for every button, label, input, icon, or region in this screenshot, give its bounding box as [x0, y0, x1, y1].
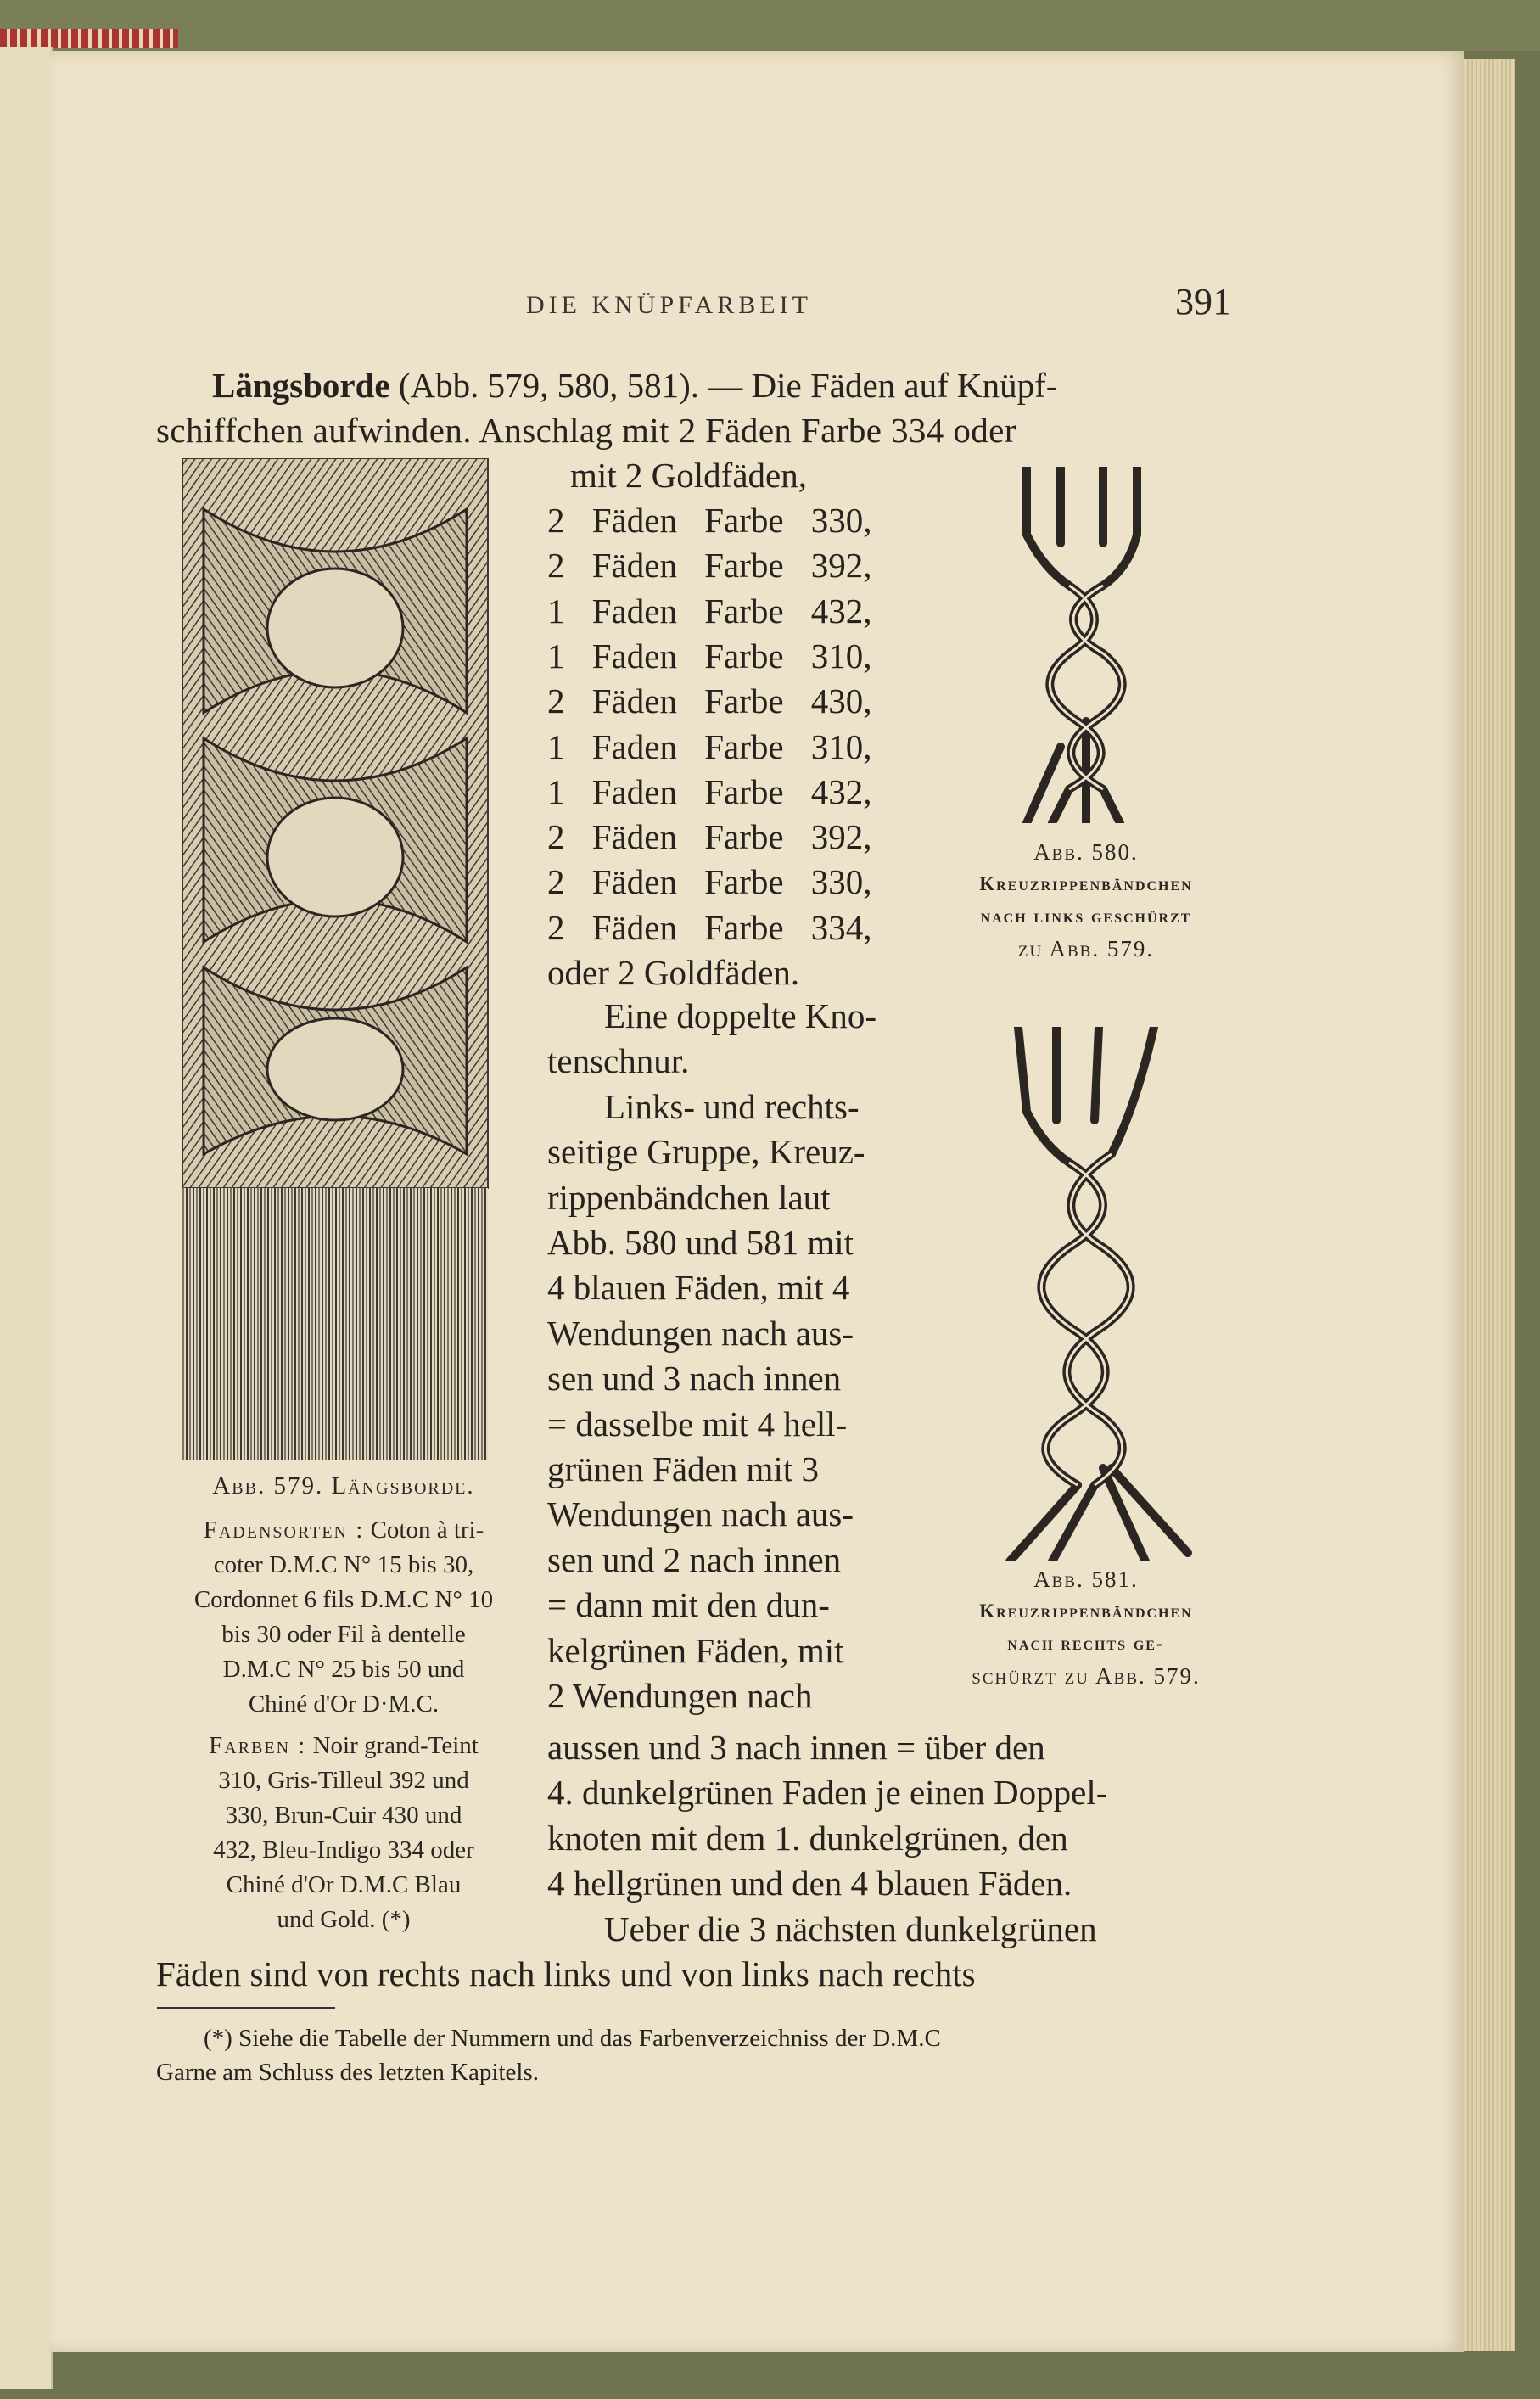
middle-line: Eine doppelte Kno-	[604, 996, 877, 1035]
page-fore-edge	[1464, 59, 1515, 2351]
middle-line: sen und 3 nach innen	[547, 1359, 842, 1398]
fig580-illustration	[1010, 467, 1171, 823]
fig581-line-1: Kreuzrippenbändchen	[979, 1600, 1193, 1622]
fig579-illustration	[178, 458, 535, 1460]
thread-list-item: 2 Fäden Farbe 330,	[547, 501, 872, 540]
middle-line: rippenbändchen laut	[547, 1177, 831, 1217]
intro-line-3: mit 2 Goldfäden,	[570, 456, 807, 495]
thread-list-item: 1 Faden Farbe 432,	[547, 771, 872, 811]
bottom-line: aussen und 3 nach innen = über den	[547, 1728, 1045, 1767]
farben-line: 330, Brun-Cuir 430 und	[225, 1802, 462, 1829]
thread-list-item: 2 Fäden Farbe 392,	[547, 817, 872, 857]
fig580-number: Abb. 580.	[1033, 839, 1139, 865]
farben-line: 310, Gris-Tilleul 392 und	[218, 1767, 469, 1794]
middle-line: = dasselbe mit 4 hell-	[547, 1404, 848, 1443]
middle-line: Links- und rechts-	[604, 1086, 860, 1126]
fig581-illustration	[976, 1027, 1213, 1561]
fadensorten-line: coter D.M.C N° 15 bis 30,	[213, 1551, 474, 1578]
bottom-line: knoten mit dem 1. dunkelgrünen, den	[547, 1818, 1068, 1858]
facing-page-edge	[0, 47, 53, 2389]
footnote-rule	[157, 2007, 335, 2009]
middle-line: 4 blauen Fäden, mit 4	[547, 1268, 850, 1308]
fig581-line-3: schürzt zu Abb. 579.	[972, 1663, 1201, 1689]
farben-first-line	[153, 1729, 535, 1763]
fadensorten-line: Chiné d'Or D·M.C.	[248, 1690, 440, 1718]
fadensorten-line: Cordonnet 6 fils D.M.C N° 10	[193, 1586, 494, 1613]
footnote-line-2: Garne am Schluss des letzten Kapitels.	[156, 2059, 539, 2086]
thread-list-item: oder 2 Goldfäden.	[547, 953, 800, 992]
middle-line: seitige Gruppe, Kreuz-	[547, 1132, 865, 1172]
farben-line: 432, Bleu-Indigo 334 oder	[213, 1836, 474, 1864]
fig580-caption	[925, 836, 1247, 965]
fig580-line-3: zu Abb. 579.	[1017, 936, 1155, 961]
thread-list-item: 1 Faden Farbe 310,	[547, 636, 872, 675]
bottom-line: Fäden sind von rechts nach links und von links nach rechts	[156, 1954, 976, 1993]
farben-line: Noir grand-Teint	[312, 1732, 479, 1759]
middle-line: Wendungen nach aus-	[547, 1313, 854, 1353]
middle-line: kelgrünen Fäden, mit	[547, 1630, 844, 1670]
section-title: Längsborde	[212, 366, 390, 405]
middle-line: Abb. 580 und 581 mit	[547, 1223, 854, 1262]
thread-list-item: 2 Fäden Farbe 334,	[547, 907, 872, 947]
thread-list-item: 2 Fäden Farbe 330,	[547, 862, 872, 902]
fig579-caption-text: Abb. 579. Längsborde.	[212, 1472, 475, 1499]
book-cover-top	[0, 0, 1540, 51]
middle-line: grünen Fäden mit 3	[547, 1449, 819, 1488]
bookmark-ribbon	[0, 29, 178, 48]
fadensorten-label: Fadensorten :	[203, 1516, 365, 1544]
bottom-line: Ueber die 3 nächsten dunkelgrünen	[604, 1909, 1097, 1948]
fig580-line-1: Kreuzrippenbändchen	[979, 873, 1193, 894]
page-number: 391	[1175, 281, 1231, 322]
fadensorten-line: bis 30 oder Fil à dentelle	[221, 1621, 466, 1648]
middle-line: sen und 2 nach innen	[547, 1539, 842, 1579]
running-title: DIE KNÜPFARBEIT	[526, 291, 812, 319]
farben-line: und Gold. (*)	[277, 1906, 411, 1933]
intro-line-1	[212, 363, 1057, 408]
fig580-line-2: nach links geschürzt	[980, 905, 1192, 927]
fadensorten-line: D.M.C N° 25 bis 50 und	[222, 1656, 465, 1683]
thread-list-item: 2 Fäden Farbe 430,	[547, 681, 872, 721]
bottom-line: 4. dunkelgrünen Faden je einen Doppel-	[547, 1773, 1108, 1813]
middle-line: tenschnur.	[547, 1041, 690, 1081]
bottom-line: 4 hellgrünen und den 4 blauen Fäden.	[547, 1864, 1072, 1903]
middle-line: 2 Wendungen nach	[547, 1676, 813, 1715]
fig581-line-2: nach rechts ge-	[1007, 1633, 1165, 1654]
farben-label: Farben :	[209, 1732, 307, 1759]
farben-line: Chiné d'Or D.M.C Blau	[226, 1871, 462, 1898]
fig579-caption-title	[153, 1472, 535, 1500]
thread-list-item: 1 Faden Farbe 310,	[547, 726, 872, 766]
intro-line-2: schiffchen aufwinden. Anschlag mit 2 Fäden Farbe 334 oder	[156, 411, 1016, 450]
middle-line: = dann mit den dun-	[547, 1585, 830, 1625]
thread-list-item: 1 Faden Farbe 432,	[547, 591, 872, 631]
fadensorten-first-line	[153, 1513, 535, 1548]
fadensorten-line: Coton à tri-	[370, 1516, 484, 1544]
fig581-caption	[925, 1563, 1247, 1692]
footnote-line-1: (*) Siehe die Tabelle der Nummern und das Farbenverzeichniss der D.M.C	[204, 2025, 941, 2052]
fig581-number: Abb. 581.	[1033, 1567, 1139, 1592]
fig579-details	[153, 1513, 535, 1937]
middle-line: Wendungen nach aus-	[547, 1494, 854, 1534]
thread-list-item: 2 Fäden Farbe 392,	[547, 546, 872, 586]
intro-line-1-rest: (Abb. 579, 580, 581). — Die Fäden auf Knüpf-	[389, 366, 1058, 405]
